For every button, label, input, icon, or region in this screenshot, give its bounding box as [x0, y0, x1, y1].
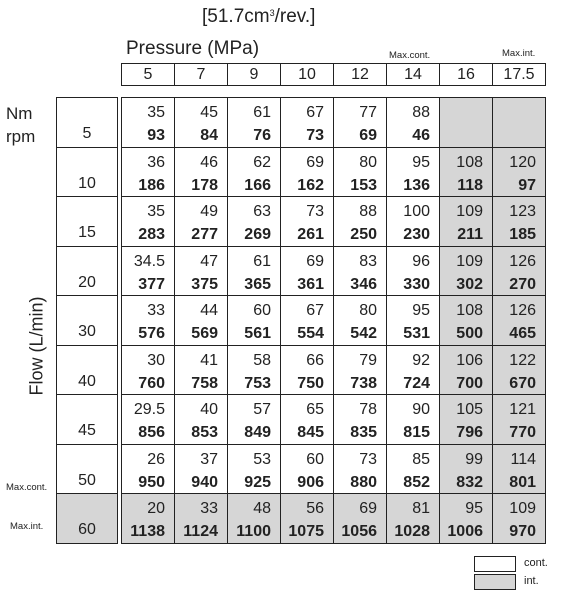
speed-value: 760 [138, 374, 165, 392]
pressure-header-cell: 10 [281, 64, 334, 86]
table-row [122, 246, 546, 296]
torque-value: 114 [510, 450, 536, 468]
torque-value: 126 [509, 252, 536, 270]
torque-value: 123 [509, 203, 536, 220]
table-cell [387, 296, 440, 346]
table-cell [122, 246, 175, 296]
speed-value: 178 [191, 176, 218, 194]
speed-value: 796 [456, 424, 483, 441]
torque-value: 48 [253, 500, 271, 517]
flow-cell [57, 444, 118, 494]
speed-value: 554 [297, 325, 324, 342]
flow-value: 20 [78, 273, 96, 291]
flow-cell [57, 296, 118, 346]
torque-value: 36 [147, 153, 165, 171]
torque-value: 108 [456, 302, 483, 319]
flow-value: 50 [78, 471, 96, 489]
table-cell [175, 395, 228, 445]
table-cell [387, 395, 440, 445]
table-cell [122, 444, 175, 494]
table-cell [440, 345, 493, 395]
table-cell [334, 296, 387, 346]
speed-value: 724 [403, 374, 430, 392]
speed-value: 1138 [130, 523, 165, 540]
table-cell [387, 246, 440, 296]
speed-value: 849 [244, 424, 271, 441]
pressure-header-cell: 9 [228, 64, 281, 86]
pressure-header [121, 63, 546, 86]
torque-value: 20 [147, 500, 165, 517]
table-cell [175, 296, 228, 346]
speed-value: 302 [456, 275, 483, 293]
speed-value: 76 [253, 127, 271, 144]
torque-value: 34.5 [133, 252, 165, 270]
flow-cell [57, 147, 118, 197]
table-cell [440, 246, 493, 296]
torque-value: 30 [147, 351, 165, 369]
speed-value: 153 [350, 176, 377, 194]
speed-value: 880 [350, 473, 377, 491]
table-cell [440, 444, 493, 494]
table-cell [281, 246, 334, 296]
speed-value: 753 [244, 374, 271, 392]
speed-value: 852 [403, 473, 430, 491]
speed-value: 1006 [447, 523, 483, 540]
table-cell [281, 197, 334, 247]
table-cell [122, 345, 175, 395]
table-cell [281, 296, 334, 346]
torque-value: 90 [412, 401, 430, 418]
table-row [122, 98, 546, 148]
speed-value: 270 [509, 275, 536, 293]
table-cell [175, 345, 228, 395]
table-cell [334, 197, 387, 247]
torque-value: 80 [359, 153, 377, 171]
flow-cell [57, 246, 118, 296]
flow-value: 15 [78, 224, 96, 241]
flow-value: 60 [78, 521, 96, 538]
max-cont-flow-label: Max.cont. [6, 482, 48, 493]
speed-value: 361 [297, 275, 324, 293]
torque-value: 126 [509, 302, 536, 319]
torque-value: 79 [359, 351, 377, 369]
speed-value: 758 [191, 374, 218, 392]
torque-value: 44 [200, 302, 218, 319]
speed-value: 211 [457, 226, 483, 243]
table-cell [175, 197, 228, 247]
max-int-pressure-label: Max.int. [502, 48, 536, 59]
speed-value: 970 [509, 523, 536, 540]
torque-value: 66 [306, 351, 324, 369]
speed-value: 569 [191, 325, 218, 342]
table-cell [387, 197, 440, 247]
table-cell [493, 98, 546, 148]
speed-value: 853 [191, 424, 218, 441]
table-cell [493, 494, 546, 544]
torque-value: 33 [147, 302, 165, 319]
speed-value: 815 [403, 424, 430, 441]
torque-value: 105 [456, 401, 483, 418]
pressure-header-cell: 5 [122, 64, 175, 86]
max-cont-pressure-label: Max.cont. [389, 50, 431, 61]
flow-cell [57, 98, 118, 148]
torque-value: 58 [253, 351, 271, 369]
speed-value: 73 [306, 127, 324, 144]
torque-value: 83 [359, 252, 377, 270]
torque-value: 122 [509, 351, 536, 369]
speed-value: 185 [509, 226, 536, 243]
table-cell [387, 98, 440, 148]
speed-value: 750 [297, 374, 324, 392]
speed-value: 465 [509, 325, 536, 342]
displacement-title: $[51.7cm^3/rev.]$ [202, 6, 316, 27]
torque-value: 26 [147, 450, 165, 468]
torque-value: 53 [253, 450, 271, 468]
speed-value: 269 [244, 226, 271, 243]
speed-value: 1056 [341, 523, 377, 540]
torque-value: 95 [465, 500, 483, 517]
torque-value: 61 [253, 252, 271, 270]
flow-cell [57, 494, 118, 544]
torque-value: 109 [456, 252, 483, 270]
speed-value: 186 [138, 176, 165, 194]
table-cell [334, 98, 387, 148]
max-int-flow-label: Max.int. [10, 521, 44, 532]
torque-value: 62 [253, 153, 271, 171]
table-cell [334, 444, 387, 494]
torque-value: 99 [465, 450, 483, 468]
table-cell [387, 444, 440, 494]
table-cell [334, 147, 387, 197]
torque-value: 95 [412, 153, 430, 171]
flow-cell [57, 197, 118, 247]
torque-value: 46 [200, 153, 218, 171]
table-cell [281, 147, 334, 197]
torque-value: 77 [359, 104, 377, 121]
table-cell [228, 246, 281, 296]
table-cell [122, 296, 175, 346]
torque-value: 109 [456, 203, 483, 220]
table-cell [493, 444, 546, 494]
rpm-unit-label: rpm [6, 127, 36, 146]
speed-value: 118 [457, 176, 483, 194]
table-cell [440, 296, 493, 346]
table-cell [493, 246, 546, 296]
speed-value: 250 [350, 226, 377, 243]
table-cell [334, 395, 387, 445]
speed-value: 1075 [288, 523, 324, 540]
table-cell [493, 395, 546, 445]
table-row [122, 197, 546, 247]
torque-value: 120 [509, 153, 536, 171]
speed-value: 283 [138, 226, 165, 243]
speed-value: 670 [509, 374, 536, 392]
speed-value: 500 [456, 325, 483, 342]
legend-int-swatch [474, 574, 516, 590]
speed-value: 365 [244, 275, 271, 293]
torque-value: 81 [412, 500, 430, 517]
table-cell [440, 98, 493, 148]
torque-value: 40 [200, 401, 218, 418]
speed-value: 375 [191, 275, 218, 293]
speed-value: 1100 [236, 523, 271, 540]
torque-value: 67 [306, 104, 324, 121]
table-cell [228, 98, 281, 148]
table-cell [122, 98, 175, 148]
table-cell [440, 395, 493, 445]
speed-value: 906 [297, 473, 324, 491]
table-cell [387, 147, 440, 197]
torque-value: 106 [456, 351, 483, 369]
pressure-axis-label: Pressure (MPa) [126, 38, 260, 59]
torque-value: 108 [456, 153, 483, 171]
table-cell [440, 197, 493, 247]
flow-cell [57, 395, 118, 445]
speed-value: 330 [403, 275, 430, 293]
table-row [122, 147, 546, 197]
table-cell [228, 296, 281, 346]
speed-value: 801 [509, 473, 536, 491]
torque-value: 35 [147, 104, 165, 121]
table-row [122, 296, 546, 346]
table-cell [175, 147, 228, 197]
table-cell [493, 197, 546, 247]
speed-value: 46 [412, 127, 430, 144]
table-cell [440, 494, 493, 544]
torque-value: 92 [412, 351, 430, 369]
speed-value: 925 [244, 473, 271, 491]
speed-value: 346 [350, 275, 377, 293]
torque-value: 69 [306, 153, 324, 171]
table-cell [281, 494, 334, 544]
flow-value: 45 [78, 422, 96, 439]
torque-value: 49 [200, 203, 218, 220]
table-cell [281, 395, 334, 445]
torque-value: 63 [253, 203, 271, 220]
table-cell [122, 395, 175, 445]
speed-value: 835 [350, 424, 377, 441]
table-row [122, 345, 546, 395]
speed-value: 162 [297, 176, 324, 194]
speed-value: 845 [297, 424, 324, 441]
speed-value: 770 [509, 424, 536, 441]
speed-value: 531 [403, 325, 430, 342]
flow-column [56, 97, 118, 544]
table-cell [334, 345, 387, 395]
table-cell [175, 494, 228, 544]
torque-value: 100 [403, 203, 430, 220]
torque-value: 80 [359, 302, 377, 319]
table-cell [281, 98, 334, 148]
speed-value: 277 [191, 226, 218, 243]
speed-value: 136 [403, 176, 430, 194]
table-row [122, 444, 546, 494]
nm-unit-label: Nm [6, 104, 33, 123]
table-cell [334, 246, 387, 296]
table-cell [228, 345, 281, 395]
legend-int-label: int. [524, 575, 539, 587]
torque-value: 73 [359, 450, 377, 468]
torque-value: 57 [253, 401, 271, 418]
flow-axis-label: Flow (L/min) [26, 296, 47, 396]
table-cell [175, 246, 228, 296]
torque-value: 95 [412, 302, 430, 319]
table-cell [228, 197, 281, 247]
speed-value: 832 [456, 473, 483, 491]
speed-value: 1028 [394, 523, 430, 540]
speed-value: 950 [138, 473, 165, 491]
pressure-header-cell: 17.5 [493, 64, 546, 86]
performance-table [121, 97, 546, 544]
table-cell [493, 147, 546, 197]
flow-value: 40 [78, 372, 96, 390]
legend-cont-label: cont. [524, 557, 548, 569]
pressure-header-cell: 12 [334, 64, 387, 86]
torque-value: 65 [306, 401, 324, 418]
table-cell [387, 494, 440, 544]
speed-value: 166 [244, 176, 271, 194]
torque-value: 35 [147, 203, 165, 220]
table-cell [281, 444, 334, 494]
speed-value: 576 [138, 325, 165, 342]
torque-value: 69 [306, 252, 324, 270]
table-cell [228, 444, 281, 494]
table-row [122, 494, 546, 544]
table-cell [122, 147, 175, 197]
speed-value: 93 [147, 127, 165, 144]
speed-value: 561 [244, 325, 271, 342]
speed-value: 230 [403, 226, 430, 243]
torque-value: 88 [359, 203, 377, 220]
speed-value: 542 [350, 325, 377, 342]
flow-value: 5 [82, 125, 92, 142]
torque-value: 61 [253, 104, 271, 121]
speed-value: 377 [138, 275, 165, 293]
table-cell [281, 345, 334, 395]
speed-value: 940 [191, 473, 218, 491]
table-cell [493, 296, 546, 346]
torque-value: 73 [306, 203, 324, 220]
torque-value: 33 [200, 500, 218, 517]
speed-value: 261 [297, 226, 324, 243]
table-cell [493, 345, 546, 395]
table-cell [175, 98, 228, 148]
speed-value: 69 [359, 127, 377, 144]
speed-value: 856 [138, 424, 165, 441]
torque-value: 56 [306, 500, 324, 517]
table-cell [175, 444, 228, 494]
table-cell [440, 147, 493, 197]
torque-value: 96 [412, 252, 430, 270]
torque-value: 88 [412, 104, 430, 121]
torque-value: 37 [200, 450, 218, 468]
torque-value: 67 [306, 302, 324, 319]
flow-value: 30 [78, 323, 96, 340]
flow-value: 10 [78, 174, 96, 192]
flow-cell [57, 345, 118, 395]
pressure-header-cell: 7 [175, 64, 228, 86]
pressure-header-cell: 16 [440, 64, 493, 86]
table-cell [334, 494, 387, 544]
speed-value: 84 [200, 127, 218, 144]
speed-value: 700 [456, 374, 483, 392]
table-cell [122, 494, 175, 544]
torque-value: 121 [509, 401, 536, 418]
torque-value: 60 [253, 302, 271, 319]
speed-value: 1124 [183, 523, 218, 540]
torque-value: 78 [359, 401, 377, 418]
torque-value: 109 [509, 500, 536, 517]
table-cell [387, 345, 440, 395]
torque-value: 69 [359, 500, 377, 517]
table-cell [122, 197, 175, 247]
torque-value: 45 [200, 104, 218, 121]
table-cell [228, 147, 281, 197]
torque-value: 47 [200, 252, 218, 270]
pressure-header-cell: 14 [387, 64, 440, 86]
table-row [122, 395, 546, 445]
speed-value: 97 [518, 176, 536, 194]
torque-value: 60 [306, 450, 324, 468]
torque-value: 41 [200, 351, 218, 369]
table-cell [228, 395, 281, 445]
legend-cont-swatch [474, 556, 516, 572]
speed-value: 738 [350, 374, 377, 392]
torque-value: 85 [412, 450, 430, 468]
table-cell [228, 494, 281, 544]
torque-value: 29.5 [133, 401, 165, 418]
